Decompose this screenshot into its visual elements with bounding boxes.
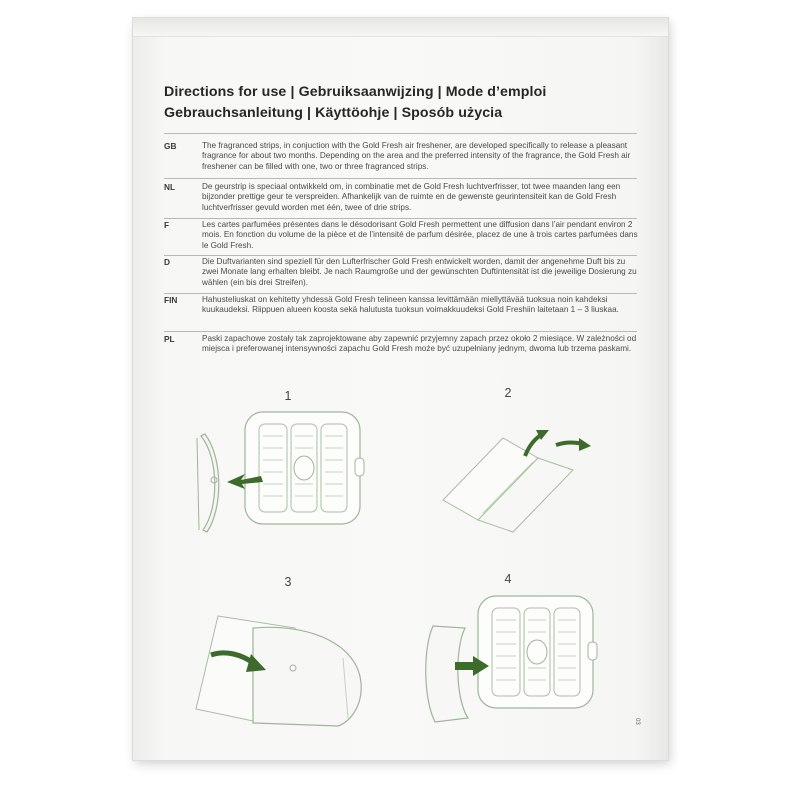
step-2-illustration <box>443 430 591 532</box>
section-code: FIN <box>164 295 178 305</box>
instructions-illustration <box>133 18 668 760</box>
arrow-right-icon <box>579 438 591 451</box>
heading-line-2: Gebrauchsanleitung | Käyttöohje | Sposób użycia <box>164 105 503 121</box>
section-text: Paski zapachowe zostały tak zaprojektowane aby zapewnić przyjemny zapach przez około 2 miesiące. W zależności od miejsca i preferowanej intensywności zapachu Gold Fresh może być uzupełniany jednym, dwoma lub trzema paskami. <box>202 334 637 354</box>
section-code: F <box>164 220 170 230</box>
step-4-illustration <box>426 596 597 722</box>
step-number-4: 4 <box>504 572 512 586</box>
step-number-1: 1 <box>284 389 292 403</box>
section-code: NL <box>164 182 176 192</box>
heading-line-1: Directions for use | Gebruiksaanwijzing | Mode d’emploi <box>164 84 547 100</box>
section-text: Hahusteliuskat on kehitetty yhdessä Gold Fresh telineen kanssa levittämään miellyttävää tuoksua noin kahdeksi kuukaudeksi. Riippuen alueen koosta sekä halutusta tuoksun voimakkuudeksi Gold Freshiin laitetaan 1 – 3 liuskaa. <box>202 295 619 315</box>
step-number-3: 3 <box>284 575 292 589</box>
section-code: D <box>164 257 170 267</box>
section-text: Die Duftvarianten sind speziell für den Lufterfrischer Gold Fresh entwickelt worden, damit der angenehme Duft bis zu zwei Monate lang erhalten bleibt. Je nach Raumgroße und der gewünschten Duftintensität ist die jeweilige Dosierung zu wählen (ein bis drei Streifen). <box>202 257 637 287</box>
step-number-2: 2 <box>504 386 512 400</box>
section-text: The fragranced strips, in conjuction with the Gold Fresh air freshener, are developed specifically to release a pleasant fragrance for about two months. Depending on the area and the preferred intensity of the fragrance, the Gold Fresh air freshener can be filled with one, two or three fragranced strips. <box>202 141 631 171</box>
print-reference: 03 <box>634 718 640 725</box>
step-3-illustration <box>196 616 361 726</box>
step-1-illustration <box>197 412 364 532</box>
product-box-back <box>133 18 668 760</box>
section-code: PL <box>164 334 175 344</box>
section-code: GB <box>164 141 177 151</box>
section-text: De geurstrip is speciaal ontwikkeld om, in combinatie met de Gold Fresh luchtverfrisser, tot twee maanden lang een bijzonder prettige geur te verspreiden. Afhankelijk van de ruimte en de gewenste geurintensiteit kan de Gold Fresh luchtverfrisser gevuld worden met één, twee of drie strips. <box>202 182 621 212</box>
section-text: Les cartes parfumées présentes dans le désodorisant Gold Fresh permettent une diffusion dans l’air pendant environ 2 mois. En fonction du volume de la pièce et de l’intensité de parfum désirée, placez de une à trois cartes parfumées dans le Gold Fresh. <box>202 220 638 250</box>
